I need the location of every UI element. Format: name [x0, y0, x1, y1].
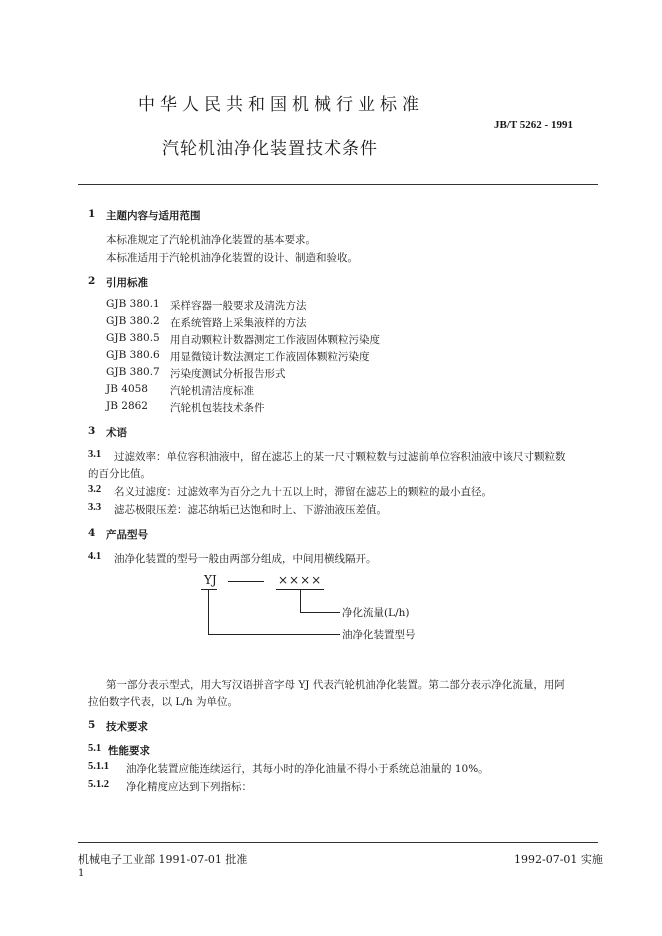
section-1-number: 1	[88, 208, 96, 220]
footer-rule	[78, 842, 598, 843]
clause-number: 3.3	[88, 502, 102, 513]
section-4-title: 产品型号	[106, 529, 148, 541]
ref-code: JB 4058	[106, 383, 148, 395]
section-3-number: 3	[88, 425, 96, 437]
section-4-number: 4	[88, 527, 96, 539]
section-1-title: 主题内容与适用范围	[106, 210, 201, 222]
diagram-suffix: ××××	[278, 573, 323, 587]
clause-number: 3.2	[88, 484, 102, 495]
diagram-flow-leader-vertical	[300, 590, 301, 612]
clause-text: 过滤效率：单位容积油液中，留在滤芯上的某一尺寸颗粒数与过滤前单位容积油液中该尺寸颗粒数	[114, 451, 566, 463]
header-rule	[78, 184, 598, 185]
ref-title: 采样容器一般要求及清洗方法	[170, 300, 307, 312]
approval-line: 机械电子工业部 1991-07-01 批准	[78, 853, 248, 866]
section-3-title: 术语	[106, 427, 127, 439]
ref-code: GJB 380.1	[106, 298, 160, 310]
diagram-flow-leader-horizontal	[300, 612, 340, 613]
clause-text: 滤芯极限压差：滤芯纳垢已达饱和时上、下游油液压差值。	[114, 504, 387, 516]
clause-title: 性能要求	[108, 745, 150, 757]
standard-code: JB/T 5262 - 1991	[494, 119, 573, 131]
section-4-para-line-2: 拉伯数字代表，以 L/h 为单位。	[88, 696, 238, 708]
ref-code: JB 2862	[106, 400, 148, 412]
clause-text-cont: 的百分比值。	[88, 468, 151, 480]
ref-code: GJB 380.5	[106, 332, 160, 344]
clause-text: 油净化装置应能连续运行，其每小时的净化油量不得小于系统总油量的 10%。	[126, 763, 489, 775]
diagram-label-flow: 净化流量(L/h)	[342, 607, 410, 619]
section-5-number: 5	[88, 719, 96, 731]
section-2-number: 2	[88, 275, 96, 287]
clause-number: 5.1.2	[88, 779, 109, 790]
ref-code: GJB 380.2	[106, 315, 160, 327]
clause-number: 5.1.1	[88, 761, 109, 772]
clause-number: 4.1	[88, 551, 102, 562]
ref-title: 汽轮机包装技术条件	[170, 402, 265, 414]
section-1-para-1: 本标准规定了汽轮机油净化装置的基本要求。	[106, 234, 316, 246]
clause-text: 油净化装置的型号一般由两部分组成，中间用横线隔开。	[114, 553, 377, 565]
ref-title: 用显微镜计数法测定工作液固体颗粒污染度	[170, 351, 370, 363]
clause-number: 3.1	[88, 449, 102, 460]
section-5-title: 技术要求	[106, 721, 148, 733]
diagram-type-leader-horizontal	[208, 634, 340, 635]
ref-title: 汽轮机清洁度标准	[170, 385, 254, 397]
ref-title: 用自动颗粒计数器测定工作液固体颗粒污染度	[170, 334, 380, 346]
ref-title: 在系统管路上采集液样的方法	[170, 317, 307, 329]
ref-title: 污染度测试分析报告形式	[170, 368, 286, 380]
diagram-label-type: 油净化装置型号	[342, 629, 416, 641]
page-number: 1	[78, 868, 85, 879]
ref-code: GJB 380.7	[106, 366, 160, 378]
clause-text: 净化精度应达到下列指标：	[126, 781, 252, 793]
standard-title: 中华人民共和国机械行业标准	[138, 95, 424, 115]
ref-code: GJB 380.6	[106, 349, 160, 361]
diagram-type-leader-vertical	[208, 590, 209, 634]
diagram-dash	[228, 581, 264, 582]
diagram-prefix-underline	[201, 589, 217, 590]
document-title: 汽轮机油净化装置技术条件	[162, 139, 378, 159]
implementation-line: 1992-07-01 实施	[514, 853, 603, 866]
clause-text: 名义过滤度：过滤效率为百分之九十五以上时，滞留在滤芯上的颗粒的最小直径。	[114, 486, 492, 498]
section-4-para-line-1: 第一部分表示型式，用大写汉语拼音字母 YJ 代表汽轮机油净化装置。第二部分表示净化流量，用阿	[106, 679, 565, 691]
section-2-title: 引用标准	[106, 277, 148, 289]
section-1-para-2: 本标准适用于汽轮机油净化装置的设计、制造和验收。	[106, 252, 358, 264]
diagram-prefix: YJ	[204, 573, 217, 587]
clause-number: 5.1	[88, 743, 102, 754]
